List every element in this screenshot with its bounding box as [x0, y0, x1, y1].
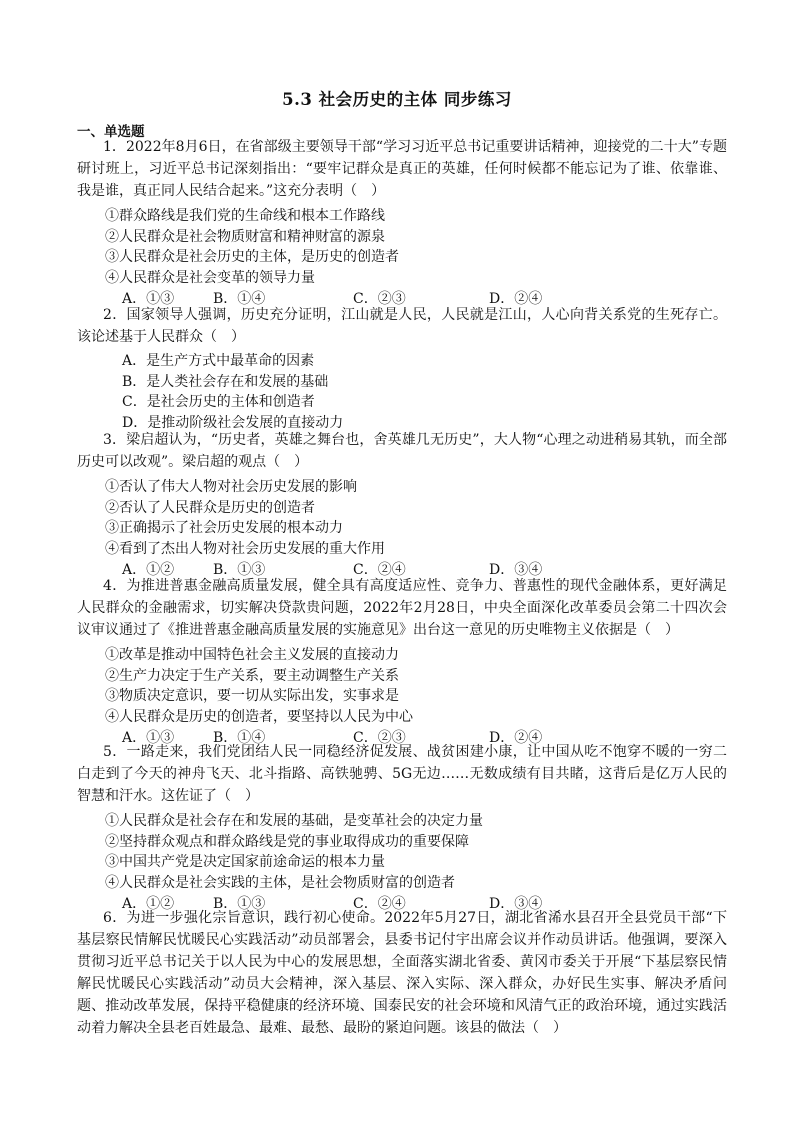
statement: ③中国共产党是决定国家前途命运的根本力量	[105, 854, 385, 871]
statement: ①改革是推动中国特色社会主义发展的直接动力	[105, 647, 399, 663]
question-5	[77, 741, 727, 915]
statement: ①否认了伟大人物对社会历史发展的影响	[105, 479, 357, 495]
option-c: C．②③	[353, 290, 406, 307]
statement: ④人民群众是社会变革的领导力量	[105, 270, 315, 287]
option-d: D．③④	[489, 895, 543, 912]
option-a: A．①②	[122, 561, 175, 578]
option-b: B．是人类社会存在和发展的基础	[122, 373, 329, 390]
question-stem: 6．为进一步强化宗旨意识，践行初心使命。2022年5月27日，湖北省浠水县召开全县党员干部“下基层察民情解民忧暖民心实践活动”动员部署会，县委书记付宇出席会议并作动员讲话。他强调，要深入贯彻习近平总书记关于以人民为中心的发展思想，全面落实湖北省委、黄冈市委关于开展“下基层察民情解民忧暖民心实践活动”动员大会精神，深入基层、深入实际、深入群众，办好民生实事、解决矛盾问题、推动改革发展，保持平稳健康的经济环境、国泰民安的社会环境和风清气正的政治环境，通过实践活动着力解决全县老百姓最急、最难、最愁、最盼的紧迫问题。该县的做法（ ）	[77, 910, 727, 1036]
option-a: A．①③	[122, 290, 175, 307]
question-stem: 1．2022年8月6日，在省部级主要领导干部“学习习近平总书记重要讲话精神，迎接党的二十大”专题研讨班上，习近平总书记深刻指出：“要牢记群众是真正的英雄，任何时候都不能忘记为了谁、依靠谁、我是谁，真正同人民结合起来。”这充分表明（ ）	[77, 139, 727, 199]
option-c: C．是社会历史的主体和创造者	[122, 394, 315, 411]
statement: ②否认了人民群众是历史的创造者	[105, 499, 315, 516]
option-c: C．②④	[353, 895, 406, 912]
section-heading: 一、单选题	[77, 124, 145, 140]
option-a: A．是生产方式中最革命的因素	[122, 353, 315, 369]
statement: ④人民群众是社会实践的主体，是社会物质财富的创造者	[105, 875, 455, 892]
question-3	[77, 429, 727, 581]
question-2	[77, 304, 727, 434]
question-stem: 4．为推进普惠金融高质量发展，健全具有高度适应性、竞争力、普惠性的现代金融体系，更好满足人民群众的金融需求，切实解决贷款贵问题，2022年2月28日，中央全面深化改革委员会第二十四次会议审议通过了《推进普惠金融高质量发展的实施意见》出台这一意见的历史唯物主义依据是（ ）	[77, 578, 727, 638]
question-stem: 2．国家领导人强调，历史充分证明，江山就是人民，人民就是江山，人心向背关系党的生死存亡。该论述基于人民群众（ ）	[77, 307, 727, 345]
option-d: D．是推动阶级社会发展的直接动力	[122, 415, 344, 432]
option-d: D．②④	[489, 290, 543, 307]
option-b: B．①③	[213, 895, 266, 912]
statement: ④人民群众是历史的创造者，要坚持以人民为中心	[105, 709, 413, 726]
question-1	[77, 136, 727, 310]
statement: ④看到了杰出人物对社会历史发展的重大作用	[105, 541, 385, 558]
option-a: A．①②	[122, 895, 175, 912]
page-title: 5.3 社会历史的主体 同步练习	[282, 90, 512, 109]
statement: ③正确揭示了社会历史发展的根本动力	[105, 520, 343, 537]
statement: ②生产力决定于生产关系，要主动调整生产关系	[105, 667, 399, 684]
option-b: B．①④	[213, 729, 266, 746]
option-a: A．①③	[122, 729, 175, 746]
statement: ①群众路线是我们党的生命线和根本工作路线	[105, 208, 385, 224]
statement: ③人民群众是社会历史的主体，是历史的创造者	[105, 249, 399, 266]
statement: ②人民群众是社会物质财富和精神财富的源泉	[105, 228, 385, 245]
option-d: D．③④	[489, 561, 543, 578]
option-b: B．①③	[213, 561, 266, 578]
statement: ②坚持群众观点和群众路线是党的事业取得成功的重要保障	[105, 833, 469, 850]
question-stem: 5．一路走来，我们党团结人民一同稳经济促发展、战贫困建小康，让中国从吃不饱穿不暖的一穷二白走到了今天的神舟飞天、北斗指路、高铁驰骋、5G无边……无数成绩有目共睹，这背后是亿万人民的智慧和汗水。这佐证了（ ）	[77, 744, 727, 804]
option-b: B．①④	[213, 290, 266, 307]
option-c: C．②③	[353, 729, 406, 746]
option-c: C．②④	[353, 561, 406, 578]
question-4	[77, 575, 727, 749]
question-stem: 3．梁启超认为，“历史者，英雄之舞台也，舍英雄几无历史”，大人物“心理之动进稍易其轨，而全部历史可以改观”。梁启超的观点（ ）	[77, 432, 727, 470]
question-6	[77, 907, 727, 1039]
statement: ③物质决定意识，要一切从实际出发，实事求是	[105, 688, 399, 705]
option-d: D．②④	[489, 729, 543, 746]
statement: ①人民群众是社会存在和发展的基础，是变革社会的决定力量	[105, 813, 483, 829]
